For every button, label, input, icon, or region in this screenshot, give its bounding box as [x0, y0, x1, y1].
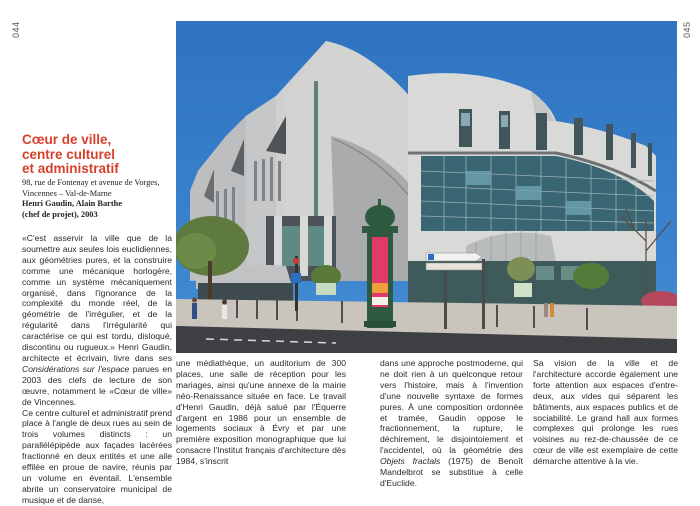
title-line: centre culturel [22, 146, 116, 162]
text-run: (1975) de Benoît Mandelbrot se substitue à celle d'Euclide. [380, 456, 523, 488]
paragraph [380, 358, 523, 489]
body-column-3 [380, 358, 523, 489]
paragraph [22, 233, 172, 408]
book-title: Objets fractals [380, 456, 441, 467]
body-column-4 [533, 358, 678, 467]
paragraph: Ce centre culturel et administratif prend place à l'angle de deux rues au sein de trois volumes distincts : un parallélépipède aux façades lacérées fractionné en deux entités et une aile effilée en proue de navire, réunis par un volume en éventail. L'ensemble abrite un conservatoire municipal de musique et de danse, [22, 407, 172, 505]
body-column-1 [22, 233, 172, 506]
entry-meta [22, 178, 177, 220]
entry-title [22, 133, 172, 177]
book-title: Considérations sur l'espace [22, 363, 130, 374]
text-run: «C'est asservir la ville que de la soumettre aux seules lois euclidiennes, aux géométries pures, et la construire comme une mécanique horlogère, comme un système mécaniquement organisé, dans l'ignorance de la complexité du monde réel, de la géométrie de l'irrégulier, et de la régularité dans l'irrégularité qui caractérise ce qui est tordu, disloqué, discontinu ou rugueux.» Henri Gaudin, architecte et écrivain, livre dans ses [22, 233, 172, 363]
building-illustration [176, 21, 677, 353]
page-number-right: 045 [682, 21, 692, 38]
text-run: dans une approche postmoderne, qui ne doit rien à un quelconque retour vers l'histoire, mais à l'invention d'une nouvelle syntaxe de formes pures. À une composition ordonnée et tramée, Gaudin oppose le fractionnement, la rupture, le déchirement, le disjointoiement et l'accidentel, où la géométrie des [380, 358, 523, 456]
text-run: parues en 2003 des clefs de lecture de son œuvre, notamment le «Cœur de ville» de Vincennes. [22, 363, 172, 407]
page-number-left: 044 [11, 21, 21, 38]
address: 98, rue de Fontenay et avenue de Vorges, [22, 178, 160, 187]
body-column-2 [176, 358, 346, 467]
title-line: et administratif [22, 161, 119, 176]
morris-column [362, 199, 398, 328]
architects: (chef de projet), 2003 [22, 209, 98, 219]
architects: Henri Gaudin, Alain Barthe [22, 199, 123, 208]
address: Vincennes – Val-de-Marne [22, 188, 112, 198]
paragraph: Sa vision de la ville et de l'architecture accorde également une forte attention aux espaces d'entre-deux, aux vides qui séparent les bâtiments, aux espaces publics et de sociabilité. Le grand hall aux formes complexes qui prolonge les rues voisines au rez-de-chaussée de ce cœur de ville est exemplaire de cette démarche attentive à la vie. [533, 358, 678, 467]
title-line: Cœur de ville, [22, 132, 112, 147]
building-photo [176, 21, 677, 353]
paragraph: une médiathèque, un auditorium de 300 places, une salle de réception pour les mariages, ainsi qu'une annexe de la mairie néo-Renaissance située en face. Le travail d'Henri Gaudin, déjà salué par l'Équerre d'argent en 1986 pour un ensemble de logements sociaux à Évry et par une première exposition monographique que lui consacre l'Institut français d'architecture dès 1984, s'inscrit [176, 358, 346, 467]
